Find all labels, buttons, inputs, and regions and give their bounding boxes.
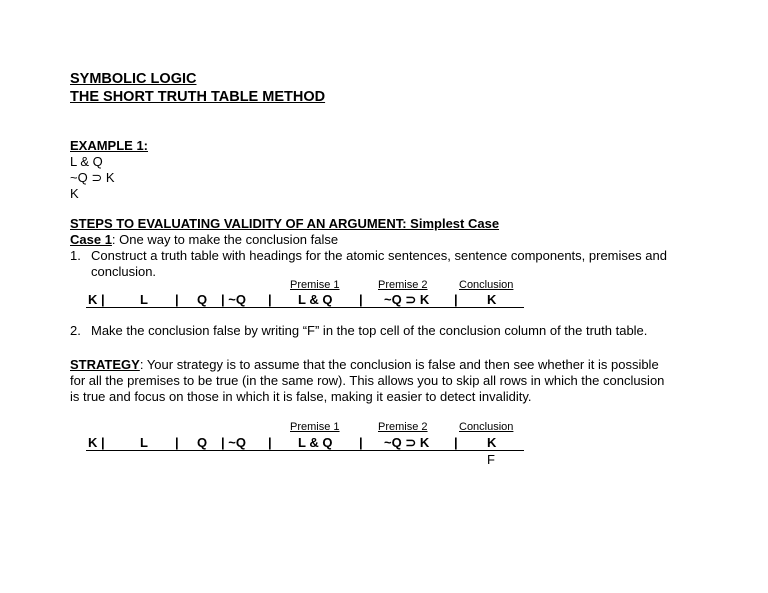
example-line-2: ~Q ⊃ K (70, 170, 115, 185)
case-text: : One way to make the conclusion false (111, 232, 339, 247)
table2-sep-2: | (268, 435, 272, 450)
step-2-text: Make the conclusion false by writing “F” in the top cell of the conclusion column of the truth table. (91, 323, 648, 338)
table2-premise1-label: Premise 1 (290, 421, 340, 433)
table2-col-l: L (140, 435, 148, 450)
table2-col-q: Q (197, 435, 208, 450)
step-1-line-1: Construct a truth table with headings for the atomic sentences, sentence components, premises and (91, 248, 667, 263)
table1-conclusion-label: Conclusion (459, 279, 514, 291)
steps-heading: STEPS TO EVALUATING VALIDITY OF AN ARGUMENT: Simplest Case (70, 216, 500, 231)
table1-col-l: L (140, 292, 148, 307)
table2-col-k: K | (88, 435, 105, 450)
table1-col-q: Q (197, 292, 208, 307)
table2-header-rule (86, 450, 524, 451)
table1-sep-4: | (454, 292, 458, 307)
title-line-1: SYMBOLIC LOGIC (70, 71, 197, 87)
table1-premise1-label: Premise 1 (290, 279, 340, 291)
table1-sep-3: | (359, 292, 363, 307)
table1-col-notq-k: ~Q ⊃ K (384, 292, 430, 307)
table1-premise2-label: Premise 2 (378, 279, 428, 291)
example-line-1: L & Q (70, 154, 103, 169)
case-line (70, 232, 338, 248)
table1-col-k: K | (88, 292, 105, 307)
example-line-3: K (70, 186, 79, 201)
strategy-line-2: for all the premises to be true (in the same row). This allows you to skip all rows in which the conclusion (70, 373, 665, 388)
table2-col-notq-k: ~Q ⊃ K (384, 435, 430, 450)
strategy-line-3: is true and focus on those in which it is false, making it easier to detect invalidity. (70, 389, 532, 404)
table1-header-rule (86, 307, 524, 308)
title-line-2: THE SHORT TRUTH TABLE METHOD (70, 89, 326, 105)
case-label: Case 1 (70, 232, 112, 247)
table2-col-landq: L & Q (298, 435, 333, 450)
table2-premise2-label: Premise 2 (378, 421, 428, 433)
strategy-line-1 (70, 357, 659, 373)
step-2-number: 2. (70, 323, 81, 338)
table2-col-conclusion: K (487, 435, 497, 450)
table2-conclusion-label: Conclusion (459, 421, 514, 433)
table1-col-notq: | ~Q (221, 292, 246, 307)
step-1-number: 1. (70, 248, 81, 263)
table2-sep-4: | (454, 435, 458, 450)
table2-conclusion-value: F (487, 452, 495, 467)
table1-sep-2: | (268, 292, 272, 307)
table1-col-conclusion: K (487, 292, 497, 307)
step-1-line-2: conclusion. (91, 264, 157, 279)
table1-sep-1: | (175, 292, 179, 307)
example-heading: EXAMPLE 1: (70, 138, 149, 153)
table2-col-notq: | ~Q (221, 435, 246, 450)
table1-col-landq: L & Q (298, 292, 333, 307)
strategy-label: STRATEGY (70, 357, 140, 372)
table2-sep-3: | (359, 435, 363, 450)
strategy-text-1: : Your strategy is to assume that the conclusion is false and then see whether it is possible (139, 357, 659, 372)
table2-sep-1: | (175, 435, 179, 450)
